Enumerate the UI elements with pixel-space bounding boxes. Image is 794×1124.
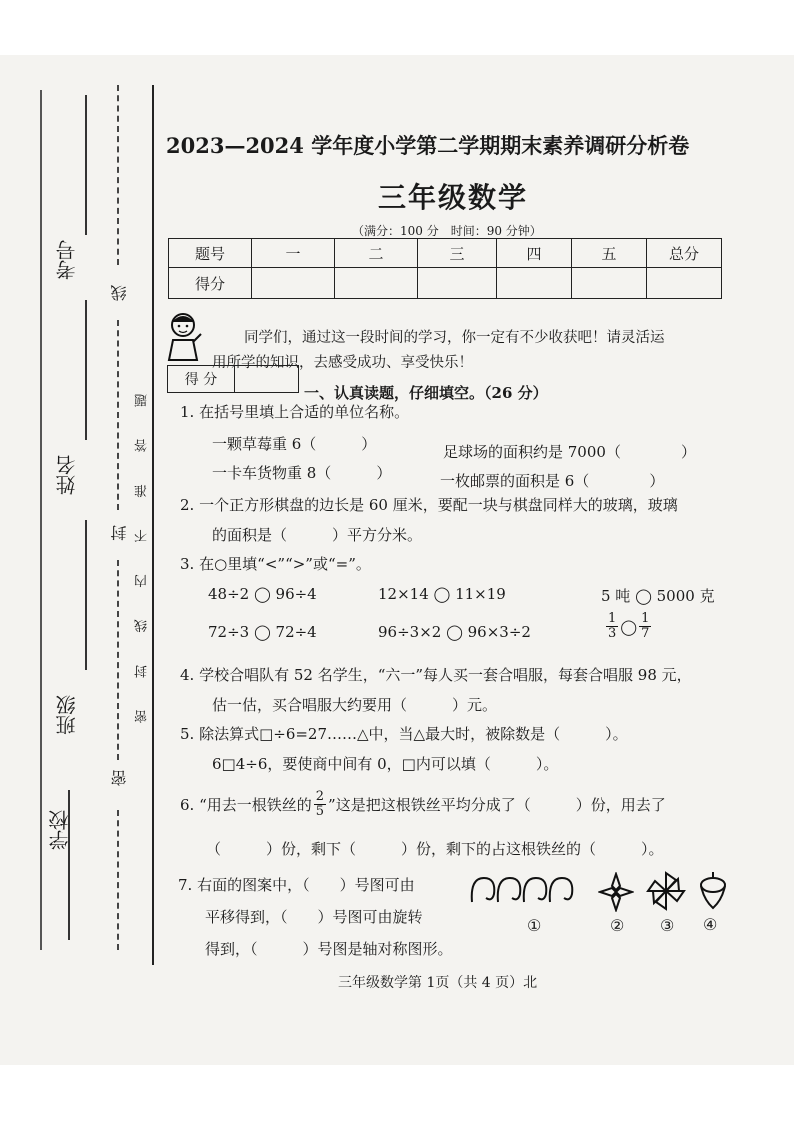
q7-line-3: 得到，（ ）号图是轴对称图形。 (205, 940, 453, 958)
score-table-header-cell: 一 (251, 238, 335, 268)
q2-line-1: 2. 一个正方形棋盘的边长是 60 厘米，要配一块与棋盘同样大的玻璃，玻璃 (180, 496, 678, 514)
subject-title: 三年级数学 (378, 181, 529, 214)
compare-circle[interactable]: ◯ (620, 617, 638, 636)
margin-outer-line (40, 90, 44, 950)
q3-compare-2a: 72÷3 ◯ 72÷4 (208, 623, 317, 641)
q7-line-1: 7. 右面的图案中，（ ）号图可由 (178, 876, 415, 894)
fraction-numerator: 2 (315, 789, 325, 804)
section-score-box (167, 365, 299, 393)
blank-line-banji (85, 520, 87, 670)
q6-post: ”这是把这根铁丝平均分成了（ ）份，用去了 (328, 796, 666, 814)
q4-line-2: 估一估，买合唱服大约要用（ ）元。 (212, 696, 498, 714)
blank-line-kaohao (85, 95, 87, 235)
fraction (639, 612, 651, 641)
score-table-header-cell: 总分 (646, 238, 722, 268)
q5-line-1: 5. 除法算式□÷6=27……△中，当△最大时，被除数是（ ）。 (180, 725, 628, 743)
section-score-label: 得 分 (168, 366, 235, 392)
figure-label-4: ④ (703, 915, 718, 934)
q3-compare-2c (604, 612, 653, 641)
q2-line-2: 的面积是（ ）平方分米。 (212, 526, 423, 544)
cross-flower-icon (598, 872, 634, 912)
q1-item-a: 一颗草莓重 6（ ） (212, 435, 377, 453)
figure-label-2: ② (610, 916, 625, 935)
q7-line-2: 平移得到，（ ）号图可由旋转 (205, 908, 423, 926)
score-table-header-cell: 二 (334, 238, 418, 268)
seal-char-mi: 密 (110, 770, 129, 786)
blank-line-xingming (85, 300, 87, 440)
q5-line-2: 6□4÷6，要使商中间有 0，□内可以填（ ）。 (212, 755, 559, 773)
section-score-input[interactable] (235, 366, 298, 392)
q3-compare-2b: 96÷3×2 ◯ 96×3÷2 (378, 623, 531, 641)
score-table-header-cell: 五 (571, 238, 647, 268)
seal-line-top (117, 85, 119, 265)
q1-stem: 1. 在括号里填上合适的单位名称。 (180, 403, 410, 421)
q3-compare-1a: 48÷2 ◯ 96÷4 (208, 585, 317, 603)
score-box[interactable] (646, 267, 722, 299)
score-box[interactable] (496, 267, 572, 299)
page-footer: 三年级数学第 1页（共 4 页）北 (338, 975, 538, 991)
hook-pattern-icon (468, 872, 586, 912)
score-box[interactable] (251, 267, 335, 299)
margin-inner-line (152, 85, 154, 965)
q3-stem: 3. 在○里填“<”“>”或“=”。 (180, 555, 371, 573)
label-banji: 班级 (55, 695, 79, 735)
q1-item-d: 一枚邮票的面积是 6（ ） (440, 472, 665, 490)
score-box[interactable] (334, 267, 418, 299)
label-xingming: 姓名 (55, 455, 79, 495)
score-box[interactable] (417, 267, 497, 299)
score-table-header-cell: 四 (496, 238, 572, 268)
spinning-top-icon (698, 870, 728, 910)
q6-line-1 (180, 790, 666, 819)
q3-compare-1c: 5 吨 ◯ 5000 克 (601, 587, 715, 605)
fraction (606, 612, 618, 641)
cartoon-girl-icon (163, 310, 203, 362)
exam-meta: （满分：100 分 时间：90 分钟） (352, 224, 542, 238)
seal-line-mid (117, 320, 119, 510)
score-table-row-label: 得分 (168, 267, 252, 299)
exam-title: 2023—2024 学年度小学第二学期期末素养调研分析卷 (166, 133, 690, 158)
section-title: 一、认真读题，仔细填空。（26 分） (304, 384, 548, 402)
score-table-header-cell: 三 (417, 238, 497, 268)
score-box[interactable] (571, 267, 647, 299)
figure-label-3: ③ (660, 916, 675, 935)
intro-line-1: 同学们，通过这一段时间的学习，你一定有不少收获吧！请灵活运 (244, 330, 665, 346)
seal-char-feng: 封 (110, 525, 129, 541)
fraction-numerator: 1 (608, 611, 617, 626)
q1-item-c: 一卡车货物重 8（ ） (212, 464, 392, 482)
intro-line-2: 用所学的知识，去感受成功、享受快乐！ (212, 355, 473, 371)
figure-label-1: ① (527, 916, 542, 935)
q3-compare-1b: 12×14 ◯ 11×19 (378, 585, 506, 603)
fraction-denominator: 5 (315, 804, 325, 819)
q1-item-b: 足球场的面积约是 7000（ ） (443, 443, 696, 461)
fraction-denominator: 3 (608, 626, 617, 641)
seal-inner-note: 密 封 线 内 不 准 答 题 (135, 380, 150, 723)
q6-line-2: （ ）份，剩下（ ）份，剩下的占这根铁丝的（ ）。 (206, 840, 664, 858)
fraction (314, 790, 326, 819)
fraction-numerator: 1 (641, 611, 650, 626)
q6-pre: 6. “用去一根铁丝的 (180, 796, 312, 814)
seal-char-xian: 线 (110, 285, 129, 301)
fraction-denominator: 7 (641, 626, 650, 641)
label-kaohao: 考号 (55, 240, 79, 280)
seal-line-bottom (117, 810, 119, 950)
seal-line-low (117, 560, 119, 760)
label-xuexiao: 学校 (48, 810, 72, 850)
q4-line-1: 4. 学校合唱队有 52 名学生，“六一”每人买一套合唱服，每套合唱服 98 元， (180, 666, 692, 684)
pinwheel-icon (646, 870, 686, 912)
score-table-header-cell: 题号 (168, 238, 252, 268)
